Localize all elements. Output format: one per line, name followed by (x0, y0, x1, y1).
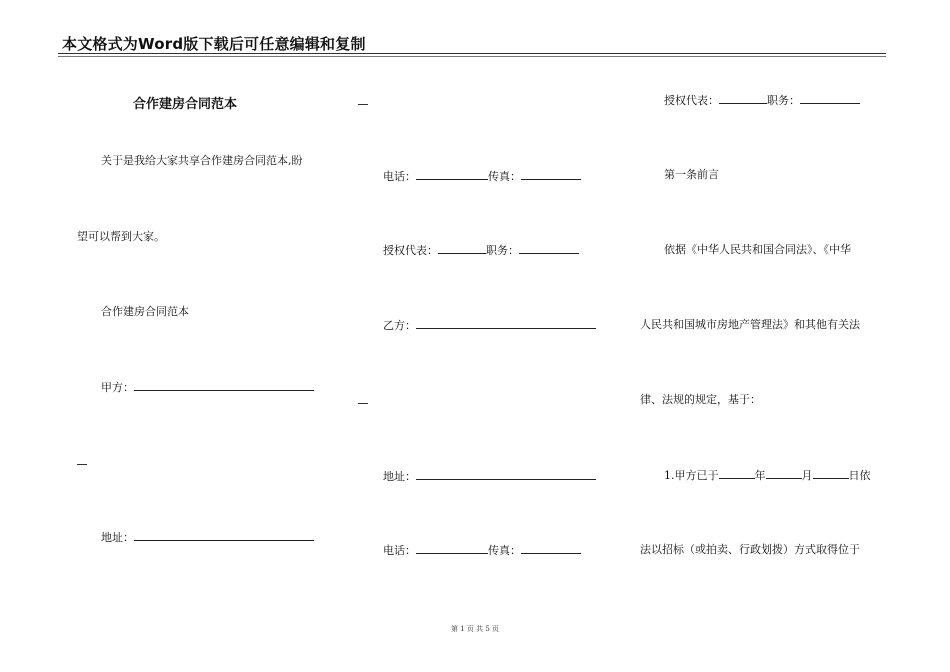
party-b-phone-blank[interactable] (416, 543, 488, 554)
contract-subtitle: 合作建房合同范本 (101, 305, 189, 318)
party-a-blank[interactable] (134, 380, 314, 391)
party-b-position-blank[interactable] (800, 93, 860, 104)
party-a-rep-label: 授权代表： (383, 244, 438, 257)
party-a-address-label: 地址： (101, 531, 134, 544)
party-a-position-label: 职务： (486, 244, 519, 257)
item-1-line-2: 法以招标（或拍卖、行政划拨）方式取得位于 (640, 543, 860, 556)
party-a-phone-field (383, 169, 581, 184)
article-1-heading: 第一条前言 (664, 168, 719, 181)
party-a-rep-field (383, 243, 579, 258)
item-1-month-label: 月 (801, 469, 813, 482)
party-b-phone-label: 电话： (383, 544, 416, 557)
party-a-address-field (101, 530, 314, 545)
intro-line-1: 关于是我给大家共享合作建房合同范本,盼 (101, 154, 303, 167)
intro-line-2: 望可以帮到大家。 (77, 230, 165, 243)
party-b-address-label: 地址： (383, 470, 416, 483)
item-1-day-blank[interactable] (813, 468, 849, 479)
party-b-fax-blank[interactable] (521, 543, 581, 554)
party-a-address-blank[interactable] (134, 530, 314, 541)
party-b-address-blank[interactable] (416, 469, 596, 480)
header-rule-secondary (58, 56, 886, 57)
party-a-fax-blank[interactable] (521, 169, 581, 180)
item-1-month-blank[interactable] (766, 468, 802, 479)
page-number: 第 1 页 共 5 页 (450, 625, 500, 633)
party-a-position-blank[interactable] (519, 243, 579, 254)
party-b-phone-field (383, 543, 581, 558)
separator-dash-col2-top (358, 104, 368, 105)
basis-line-3: 律、法规的规定，基于： (640, 393, 761, 406)
party-b-position-label: 职务： (767, 94, 800, 107)
party-a-label: 甲方： (101, 381, 134, 394)
item-1-day-label: 日依 (848, 469, 871, 482)
contract-title: 合作建房合同范本 (133, 97, 238, 112)
item-1-line-1 (664, 468, 871, 483)
separator-dash-col2-mid (358, 403, 368, 404)
party-a-fax-label: 传真： (488, 170, 521, 183)
party-b-blank[interactable] (416, 318, 596, 329)
item-1-year-label: 年 (754, 469, 766, 482)
party-b-rep-field (664, 93, 860, 108)
party-b-label: 乙方： (383, 319, 416, 332)
item-1-year-blank[interactable] (719, 468, 755, 479)
party-a-phone-label: 电话： (383, 170, 416, 183)
party-b-rep-blank[interactable] (719, 93, 767, 104)
basis-line-2: 人民共和国城市房地产管理法》和其他有关法 (640, 318, 860, 331)
header-rule (58, 53, 886, 54)
party-b-field (383, 318, 596, 333)
party-a-field (101, 380, 314, 395)
document-header-title: 本文格式为Word版下载后可任意编辑和复制 (62, 35, 366, 53)
party-a-rep-blank[interactable] (438, 243, 486, 254)
party-a-phone-blank[interactable] (416, 169, 488, 180)
party-b-fax-label: 传真： (488, 544, 521, 557)
basis-line-1: 依据《中华人民共和国合同法》、《中华 (664, 243, 851, 256)
separator-dash-col1 (77, 464, 87, 465)
party-b-rep-label: 授权代表： (664, 94, 719, 107)
party-b-address-field (383, 469, 596, 484)
item-1-prefix: 1.甲方已于 (664, 469, 719, 482)
